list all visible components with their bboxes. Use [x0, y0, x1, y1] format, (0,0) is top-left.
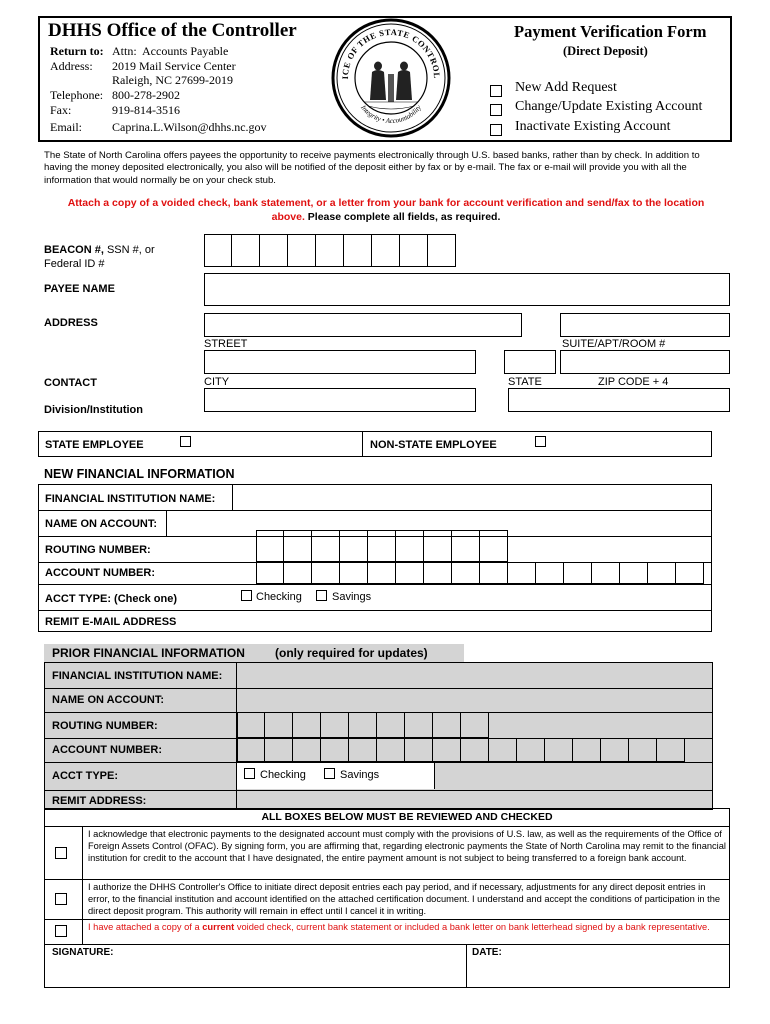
- email-label: Email:: [50, 120, 82, 134]
- beacon-label-rest: SSN #, or: [103, 244, 155, 256]
- inactivate-label: Inactivate Existing Account: [515, 119, 671, 134]
- zip-field[interactable]: [560, 350, 730, 374]
- date-label: DATE:: [472, 947, 502, 958]
- prior-savings-label: Savings: [340, 769, 380, 781]
- state-employee-checkbox[interactable]: [180, 436, 191, 447]
- svg-text:OFFICE OF THE STATE CONTROLLER: ICE OF THE STATE CONTROL: [339, 26, 443, 80]
- beacon-label: [44, 243, 155, 271]
- street-label: STREET: [204, 338, 248, 350]
- state-field[interactable]: [504, 350, 556, 374]
- ack-attached-text: I have attached a copy of a current voided check, current bank statement or included a bank letter on bank letterhead signed by a bank representative.: [88, 922, 710, 932]
- new-routing-label: ROUTING NUMBER:: [45, 544, 151, 556]
- prior-savings-checkbox[interactable]: [324, 768, 335, 779]
- contact-field[interactable]: [204, 388, 476, 412]
- non-state-employee-label: NON-STATE EMPLOYEE: [370, 439, 497, 451]
- contact-label: CONTACT: [44, 377, 97, 389]
- attach-notice: [60, 196, 712, 224]
- ack-ofac-checkbox[interactable]: [55, 847, 67, 859]
- new-savings-checkbox[interactable]: [316, 590, 327, 601]
- prior-acct-type-label: ACCT TYPE:: [52, 770, 118, 782]
- new-account-digit-boxes[interactable]: [256, 562, 704, 584]
- payee-name-field[interactable]: [204, 273, 730, 306]
- zip-label: ZIP CODE + 4: [598, 376, 669, 388]
- prior-name-on-account-field[interactable]: [237, 689, 712, 711]
- prior-institution-field[interactable]: [237, 663, 712, 687]
- address-section-label: ADDRESS: [44, 317, 98, 329]
- division-field[interactable]: [508, 388, 730, 412]
- office-title: DHHS Office of the Controller: [48, 20, 297, 41]
- telephone-value: 800-278-2902: [112, 88, 180, 102]
- svg-text:Integrity • Accountability: Integrity • Accountability: [359, 103, 423, 126]
- beacon-label-line2: Federal ID #: [44, 258, 105, 270]
- email-value: Caprina.L.Wilson@dhhs.nc.gov: [112, 120, 267, 134]
- prior-name-on-account-label: NAME ON ACCOUNT:: [52, 694, 165, 706]
- prior-financial-note: (only required for updates): [275, 646, 428, 660]
- beacon-label-bold: BEACON #,: [44, 244, 104, 256]
- form-subtitle: (Direct Deposit): [563, 44, 648, 58]
- new-name-on-account-label: NAME ON ACCOUNT:: [45, 518, 158, 530]
- new-checking-label: Checking: [256, 591, 302, 603]
- new-institution-label: FINANCIAL INSTITUTION NAME:: [45, 493, 216, 505]
- new-financial-heading: NEW FINANCIAL INFORMATION: [44, 467, 235, 481]
- prior-checking-checkbox[interactable]: [244, 768, 255, 779]
- city-label: CITY: [204, 376, 230, 388]
- new-add-request-checkbox[interactable]: [490, 85, 502, 97]
- new-acct-type-label: ACCT TYPE: (Check one): [45, 593, 178, 605]
- new-remit-email-field[interactable]: [200, 611, 711, 631]
- signature-field[interactable]: [45, 958, 465, 987]
- attach-notice-black: Please complete all fields, as required.: [307, 211, 501, 223]
- street-field[interactable]: [204, 313, 522, 337]
- ack-ofac-text: I acknowledge that electronic payments to the designated account must comply with the provisions of U.S. law, as well as the requirements of the Office of Foreign Assets Control (OFAC). By signing form, you are affirming that, regarding electronic payments the State of North Carolina may remit to the financial institution for credit to the account that I have designated, the entire payment amount is not subject to being transferred to a foreign bank account.: [88, 829, 726, 864]
- address-label: Address:: [50, 59, 93, 73]
- telephone-label: Telephone:: [50, 88, 104, 102]
- ack-authorize-text: I authorize the DHHS Controller's Office to initiate direct deposit entries each pay period, and if necessary, adjustments for any direct deposit entries in error, to the financial institution and account identified on the attached certification document. I understand and accept the conditions of participation in the direct deposit program. This authority will remain in effect until I cancel it in writing.: [88, 882, 721, 917]
- ack-heading: ALL BOXES BELOW MUST BE REVIEWED AND CHECKED: [261, 811, 553, 823]
- change-update-checkbox[interactable]: [490, 104, 502, 116]
- return-to-label: Return to:: [50, 44, 104, 58]
- inactivate-checkbox[interactable]: [490, 124, 502, 136]
- new-checking-checkbox[interactable]: [241, 590, 252, 601]
- new-add-request-label: New Add Request: [515, 80, 617, 95]
- change-update-label: Change/Update Existing Account: [515, 99, 703, 114]
- payee-name-label: PAYEE NAME: [44, 283, 115, 295]
- prior-remit-address-label: REMIT ADDRESS:: [52, 795, 147, 807]
- fax-label: Fax:: [50, 103, 72, 117]
- new-remit-email-label: REMIT E-MAIL ADDRESS: [45, 616, 177, 628]
- non-state-employee-checkbox[interactable]: [535, 436, 546, 447]
- intro-paragraph: The State of North Carolina offers payees the opportunity to receive payments electronically through U.S. based banks, rather than by check. In addition to having the money deposited electronically, you also will be notified of the deposit either by fax or by e-mail. The fax or e-mail will provide you with all the information that would normally be on your check stub.: [44, 150, 700, 186]
- fax-value: 919-814-3516: [112, 103, 180, 117]
- form-title: Payment Verification Form: [514, 22, 707, 41]
- prior-routing-digit-boxes[interactable]: [237, 712, 489, 738]
- suite-field[interactable]: [560, 313, 730, 337]
- suite-label: SUITE/APT/ROOM #: [562, 338, 666, 350]
- prior-checking-label: Checking: [260, 769, 306, 781]
- attach-notice-red: Attach a copy of a voided check, bank statement, or a letter from your bank for account verification and send/fax to the location above.: [67, 197, 705, 223]
- prior-institution-label: FINANCIAL INSTITUTION NAME:: [52, 670, 223, 682]
- new-account-label: ACCOUNT NUMBER:: [45, 567, 155, 579]
- return-to-value: Attn: Accounts Payable: [112, 44, 229, 58]
- prior-account-label: ACCOUNT NUMBER:: [52, 744, 162, 756]
- beacon-digit-boxes[interactable]: [204, 234, 456, 267]
- state-controller-seal: [328, 16, 454, 140]
- state-employee-label: STATE EMPLOYEE: [45, 439, 144, 451]
- address-line2: Raleigh, NC 27699-2019: [112, 73, 233, 87]
- prior-routing-label: ROUTING NUMBER:: [52, 720, 158, 732]
- division-label: Division/Institution: [44, 404, 143, 416]
- new-routing-digit-boxes[interactable]: [256, 530, 508, 562]
- address-line1: 2019 Mail Service Center: [112, 59, 236, 73]
- ack-authorize-checkbox[interactable]: [55, 893, 67, 905]
- signature-label: SIGNATURE:: [52, 947, 114, 958]
- new-institution-field[interactable]: [233, 485, 711, 509]
- new-savings-label: Savings: [332, 591, 372, 603]
- prior-financial-heading: PRIOR FINANCIAL INFORMATION: [52, 646, 245, 660]
- prior-account-digit-boxes[interactable]: [237, 738, 685, 762]
- date-field[interactable]: [467, 958, 729, 987]
- ack-attached-checkbox[interactable]: [55, 925, 67, 937]
- state-label: STATE: [508, 376, 542, 388]
- city-field[interactable]: [204, 350, 476, 374]
